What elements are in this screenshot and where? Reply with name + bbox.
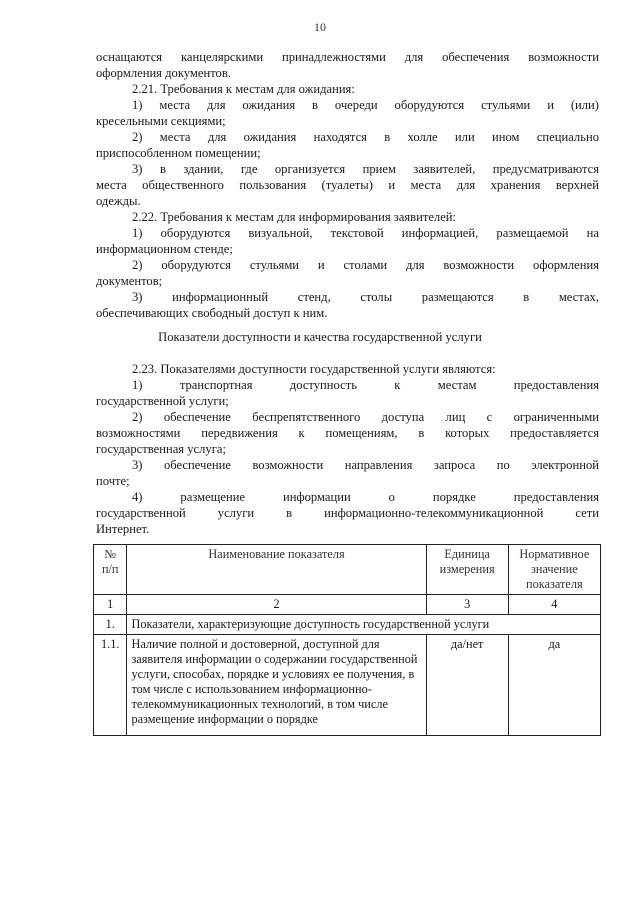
section-heading-2-21: 2.21. Требования к местам для ожидания: xyxy=(132,82,355,96)
list-item: 1) транспортная доступность к местам предоставления xyxy=(132,378,599,392)
list-item: 3) обеспечение возможности направления запроса по электронной xyxy=(132,458,599,472)
text-line: обеспечивающих свободный доступ к ним. xyxy=(96,306,328,320)
text-line: государственной услуги в информационно-телекоммуникационной сети xyxy=(96,506,599,520)
text-line: места общественного пользования (туалеты) и места для хранения верхней xyxy=(96,178,599,192)
text-line: кресельными секциями; xyxy=(96,114,226,128)
column-header: Нормативное значение показателя xyxy=(508,545,600,595)
page-number: 10 xyxy=(314,20,326,34)
indicators-table xyxy=(93,544,601,736)
text-line: документов; xyxy=(96,274,163,288)
table-cell: да xyxy=(508,635,600,736)
table-cell: 3 xyxy=(426,595,508,615)
column-header: № п/п xyxy=(94,545,127,595)
text-line: приспособленном помещении; xyxy=(96,146,261,160)
text-line: одежды. xyxy=(96,194,141,208)
table-cell: 4 xyxy=(508,595,600,615)
table-row xyxy=(94,635,601,736)
table-header-row xyxy=(94,545,601,595)
column-header: Наименование показателя xyxy=(127,545,426,595)
list-item: 2) оборудуются стульями и столами для возможности оформления xyxy=(132,258,599,272)
table-cell: да/нет xyxy=(426,635,508,736)
text-line: возможностями передвижения к помещениям, в которых предоставляется xyxy=(96,426,599,440)
section-heading-2-23: 2.23. Показателями доступности государственной услуги являются: xyxy=(132,362,496,376)
list-item: 4) размещение информации о порядке предоставления xyxy=(132,490,599,504)
text-line: оснащаются канцелярскими принадлежностями для обеспечения возможности xyxy=(96,50,599,64)
text-line: информационном стенде; xyxy=(96,242,233,256)
list-item: 3) в здании, где организуется прием заявителей, предусматриваются xyxy=(132,162,599,176)
table-cell: 1.1. xyxy=(94,635,127,736)
table-row xyxy=(94,595,601,615)
list-item: 1) оборудуются визуальной, текстовой информацией, размещаемой на xyxy=(132,226,599,240)
column-header: Единица измерения xyxy=(426,545,508,595)
table-cell: Показатели, характеризующие доступность государственной услуги xyxy=(127,615,601,635)
list-item: 3) информационный стенд, столы размещаются в местах, xyxy=(132,290,599,304)
section-title: Показатели доступности и качества государственной услуги xyxy=(158,330,482,344)
text-line: государственной услуги; xyxy=(96,394,229,408)
text-line: Интернет. xyxy=(96,522,150,536)
table-cell: 2 xyxy=(127,595,426,615)
text-line: оформления документов. xyxy=(96,66,231,80)
text-line: государственная услуга; xyxy=(96,442,226,456)
table-cell: Наличие полной и достоверной, доступной для заявителя информации о содержании государственной услуги, способах, порядке и условиях ее получения, в том числе с использованием информационно-телекоммуникационных технологий, в том числе размещение информации о порядке xyxy=(127,635,426,736)
section-heading-2-22: 2.22. Требования к местам для информирования заявителей: xyxy=(132,210,457,224)
table-cell: 1 xyxy=(94,595,127,615)
table-row xyxy=(94,615,601,635)
table-cell: 1. xyxy=(94,615,127,635)
list-item: 2) обеспечение беспрепятственного доступа лиц с ограниченными xyxy=(132,410,599,424)
text-line: почте; xyxy=(96,474,130,488)
list-item: 1) места для ожидания в очереди оборудуются стульями и (или) xyxy=(132,98,599,112)
list-item: 2) места для ожидания находятся в холле или ином специально xyxy=(132,130,599,144)
